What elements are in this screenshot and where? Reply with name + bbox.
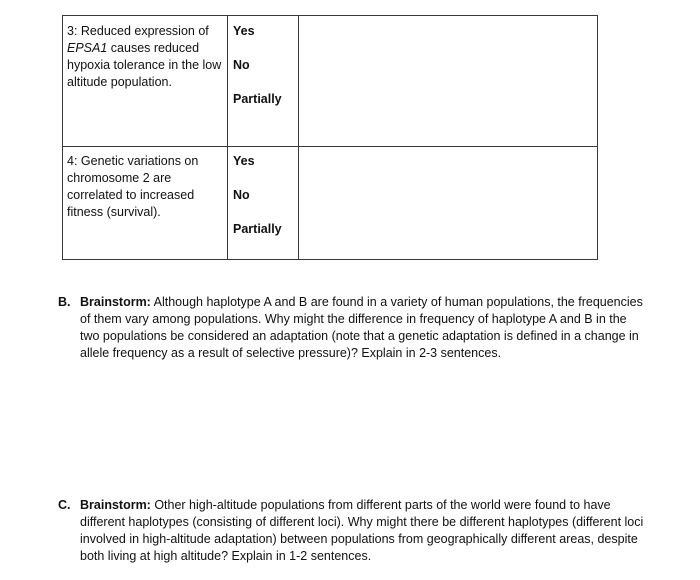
table-column-divider-1 xyxy=(227,15,228,260)
option-no-3[interactable]: No xyxy=(233,58,250,72)
question-label: Brainstorm: xyxy=(80,498,151,512)
question-label: Brainstorm: xyxy=(80,295,151,309)
table-border-bottom xyxy=(62,259,598,260)
question-c xyxy=(58,497,648,565)
option-yes-4[interactable]: Yes xyxy=(233,154,255,168)
answer-cell-3[interactable] xyxy=(300,16,596,145)
option-no-4[interactable]: No xyxy=(233,188,250,202)
table-border-right xyxy=(597,15,598,260)
option-partially-4[interactable]: Partially xyxy=(233,222,282,236)
question-b xyxy=(58,294,648,362)
statement-cell-3: 3: Reduced expression of EPSA1 causes reduced hypoxia tolerance in the low altitude population. xyxy=(67,24,222,89)
question-c-text: Brainstorm: Other high-altitude populations from different parts of the world were found to have different haplotypes (consisting of different loci). Why might there be different haplotypes (different loci involved in high-altitude adaptation) between populations from geographically different areas, despite both living at high altitude? Explain in 1-2 sentences. xyxy=(80,498,644,563)
table-border-left xyxy=(62,15,63,260)
table-column-divider-2 xyxy=(298,15,299,260)
question-letter: B. xyxy=(58,295,71,309)
question-letter: C. xyxy=(58,498,71,512)
option-yes-3[interactable]: Yes xyxy=(233,24,255,38)
option-partially-3[interactable]: Partially xyxy=(233,92,282,106)
statement-cell-4: 4: Genetic variations on chromosome 2 are correlated to increased fitness (survival). xyxy=(67,154,199,219)
statement-table xyxy=(62,15,598,260)
answer-cell-4[interactable] xyxy=(300,147,596,258)
question-b-text: Brainstorm: Although haplotype A and B are found in a variety of human populations, the frequencies of them vary among populations. Why might the difference in frequency of haplotype A and B in the two populations be considered an adaptation (note that a genetic adaptation is defined in a change in allele frequency as a result of selective pressure)? Explain in 2-3 sentences. xyxy=(80,295,643,360)
gene-name: EPSA1 xyxy=(67,41,108,55)
